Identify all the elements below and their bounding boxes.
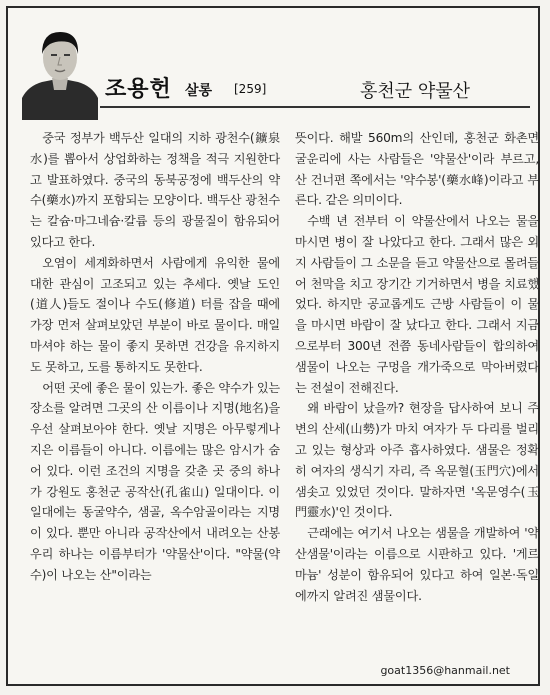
paragraph: 뜻이다. 해발 560m의 산인데, 홍천군 화촌면 굴운리에 사는 사람들은 '약물산'이라 부르고, 산 건너편 쪽에서는 '약수봉'(藥水峰)이라고 부른다. 같은 의미이다.: [295, 131, 539, 208]
column-name: 살롱: [185, 83, 213, 99]
body-column-right: [295, 128, 539, 606]
author-name: 조용헌: [105, 77, 172, 102]
article-title: 홍천군 약물산: [360, 81, 471, 102]
paragraph: 근래에는 여기서 나오는 샘물을 개발하여 '약산샘물'이라는 이름으로 시판하고 있다. '게르마늄' 성분이 함유되어 있다고 하여 일본·독일에까지 알려진 샘물이다.: [295, 526, 539, 603]
paragraph: 오염이 세계화하면서 사람에게 유익한 물에 대한 관심이 고조되고 있는 추세다. 옛날 도인(道人)들도 절이나 수도(修道) 터를 잡을 때에 가장 먼저 살펴보았던 부분이 바로 물이다. 매일 마셔야 하는 물이 좋지 못하면 건강을 유지하지도 못하고, 도를 통하지도 못한다.: [30, 255, 280, 374]
column-frame: [6, 6, 540, 686]
author-photo: [22, 20, 98, 120]
issue-number: [259]: [234, 82, 267, 96]
header-divider: [100, 106, 530, 108]
paragraph: 어떤 곳에 좋은 물이 있는가. 좋은 약수가 있는 장소를 알려면 그곳의 산 이름이나 지명(地名)을 우선 살펴보아야 한다. 옛날 지명은 아무렇게나 지은 이름들이 아니다. 이름에는 많은 암시가 숨어 있다. 이런 조건의 지명을 갖춘 곳 중의 하나가 강원도 홍천군 공작산(孔雀山) 일대이다. 이 일대에는 동굴약수, 샘골, 옥수암골이라는 지명이 있다. 뿐만 아니라 공작산에서 내려오는 산봉우리 하나는 이름부터가 '약물산'이다. "약물(약수)이 나오는 산"이라는: [30, 380, 280, 582]
paragraph: 왜 바람이 났을까? 현장을 답사하여 보니 주변의 산세(山勢)가 마치 여자가 두 다리를 벌리고 있는 형상과 아주 흡사하였다. 샘물은 정확히 여자의 생식기 자리, 즉 옥문혈(玉門穴)에서 샘솟고 있었던 것이다. 말하자면 '옥문영수(玉門靈水)'인 것이다.: [295, 401, 539, 520]
paragraph: 중국 정부가 백두산 일대의 지하 광천수(鑛泉水)를 뽑아서 상업화하는 정책을 적극 지원한다고 발표하였다. 중국의 동북공정에 백두산의 약수(藥水)까지 포함되는 모양이다. 백두산 광천수는 칼슘·마그네슘·칼륨 등의 광물질이 함유되어 있다고 한다.: [30, 131, 280, 249]
paragraph: 수백 년 전부터 이 약물산에서 나오는 물을 마시면 병이 잘 나았다고 한다. 그래서 많은 외지 사람들이 그 소문을 듣고 약물산으로 몰려들어 천막을 치고 장기간 기거하면서 병을 치료했었다. 하지만 공교롭게도 근방 사람들이 이 물을 마시면 바람이 잘 났다고 한다. 그래서 지금으로부터 300년 전쯤 동네사람들이 합의하여 샘물이 나오는 구멍을 개가죽으로 막아버렸다는 전설이 전해진다.: [295, 214, 539, 395]
author-email: goat1356@hanmail.net: [380, 664, 510, 677]
body-column-left: [30, 128, 280, 586]
